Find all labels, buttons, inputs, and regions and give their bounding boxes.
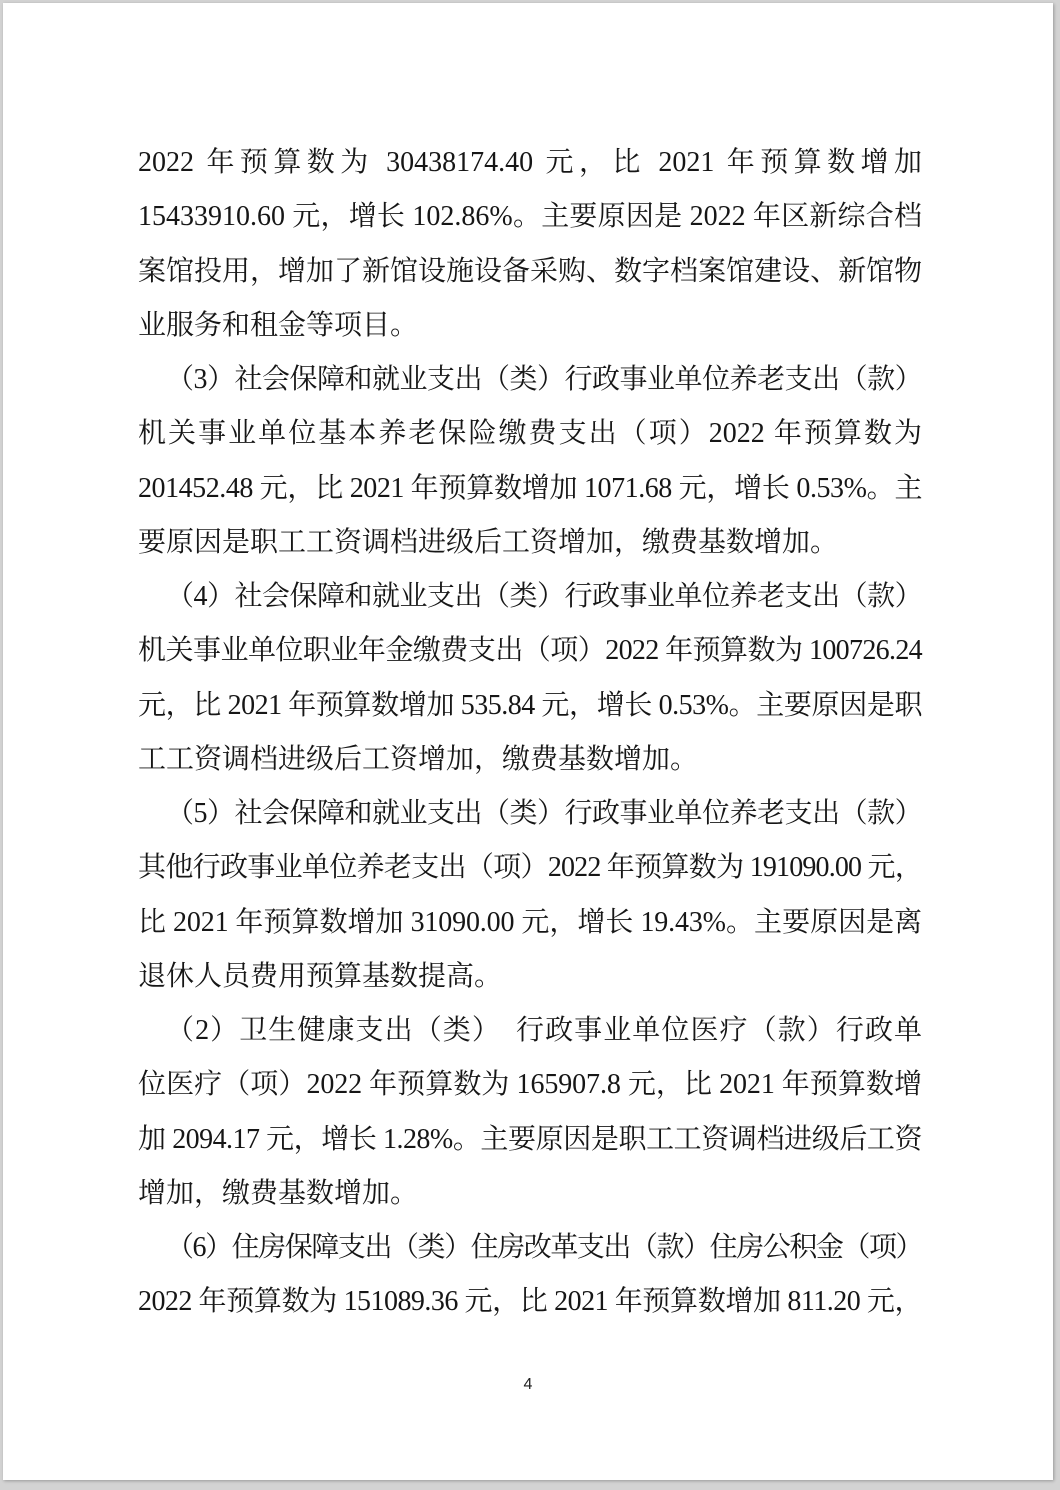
page-number: 4 bbox=[523, 1376, 533, 1393]
body-text bbox=[138, 136, 922, 1330]
text-line-content: （4）社会保障和就业支出（类）行政事业单位养老支出（款） bbox=[166, 581, 922, 612]
text-line-content: 加 2094.17 元，增长 1.28%。主要原因是职工工资调档进级后工资 bbox=[138, 1123, 922, 1155]
paragraph-item-5 bbox=[138, 787, 922, 1004]
text-line bbox=[138, 462, 922, 516]
text-line-content: 2022 年预算数为 151089.36 元，比 2021 年预算数增加 811.20 元， bbox=[138, 1286, 922, 1318]
paragraph-item-3 bbox=[138, 353, 922, 570]
text-line-content: 位医疗（项）2022 年预算数为 165907.8 元，比 2021 年预算数增 bbox=[138, 1069, 922, 1101]
text-line bbox=[138, 1058, 922, 1112]
text-line-content: 要原因是职工工资调档进级后工资增加，缴费基数增加。 bbox=[138, 526, 839, 558]
text-line-content: 案馆投用，增加了新馆设施设备采购、数字档案馆建设、新馆物 bbox=[138, 255, 922, 287]
text-line-content: 比 2021 年预算数增加 31090.00 元，增长 19.43%。主要原因是离 bbox=[138, 906, 922, 938]
text-line-content: （5）社会保障和就业支出（类）行政事业单位养老支出（款） bbox=[166, 798, 922, 829]
text-line bbox=[138, 190, 922, 244]
text-line bbox=[138, 896, 922, 950]
text-line-content: 机关事业单位基本养老保险缴费支出（项）2022 年预算数为 bbox=[138, 418, 922, 450]
text-line bbox=[138, 353, 922, 407]
text-line bbox=[138, 407, 922, 461]
text-line bbox=[138, 1167, 922, 1221]
text-line-content: （6）住房保障支出（类）住房改革支出（款）住房公积金（项） bbox=[166, 1232, 922, 1263]
text-line-content: 机关事业单位职业年金缴费支出（项）2022 年预算数为 100726.24 bbox=[138, 635, 922, 667]
text-line bbox=[138, 299, 922, 353]
text-line-content: （3）社会保障和就业支出（类）行政事业单位养老支出（款） bbox=[166, 364, 922, 395]
text-line-content: 增加，缴费基数增加。 bbox=[138, 1177, 419, 1209]
text-line-content: 退休人员费用预算基数提高。 bbox=[138, 960, 503, 992]
text-line bbox=[138, 679, 922, 733]
paragraph-item-4 bbox=[138, 570, 922, 787]
text-line bbox=[138, 733, 922, 787]
text-line bbox=[138, 841, 922, 895]
text-line bbox=[138, 1221, 922, 1275]
text-line bbox=[138, 136, 922, 190]
text-line-content: 201452.48 元，比 2021 年预算数增加 1071.68 元，增长 0.53%。主 bbox=[138, 472, 922, 504]
text-line bbox=[138, 1004, 922, 1058]
text-line bbox=[138, 245, 922, 299]
text-line bbox=[138, 1275, 922, 1329]
text-line-content: （2）卫生健康支出（类） 行政事业单位医疗（款）行政单 bbox=[166, 1015, 922, 1046]
text-line-content: 元，比 2021 年预算数增加 535.84 元，增长 0.53%。主要原因是职 bbox=[138, 689, 922, 721]
paragraph-item-6 bbox=[138, 1221, 922, 1330]
text-line bbox=[138, 516, 922, 570]
text-line-content: 2022 年预算数为 30438174.40 元，比 2021 年预算数增加 bbox=[138, 147, 922, 178]
text-line bbox=[138, 570, 922, 624]
text-line-content: 15433910.60 元，增长 102.86%。主要原因是 2022 年区新综合档 bbox=[138, 201, 922, 233]
text-line-content: 工工资调档进级后工资增加，缴费基数增加。 bbox=[138, 743, 699, 775]
document-page bbox=[3, 3, 1053, 1480]
text-line bbox=[138, 624, 922, 678]
paragraph-item-2 bbox=[138, 1004, 922, 1221]
text-line-content: 其他行政事业单位养老支出（项）2022 年预算数为 191090.00 元， bbox=[138, 852, 922, 884]
text-line bbox=[138, 1113, 922, 1167]
text-line-content: 业服务和租金等项目。 bbox=[138, 309, 419, 341]
text-line bbox=[138, 950, 922, 1004]
text-line bbox=[138, 787, 922, 841]
paragraph-archive-budget bbox=[138, 136, 922, 353]
